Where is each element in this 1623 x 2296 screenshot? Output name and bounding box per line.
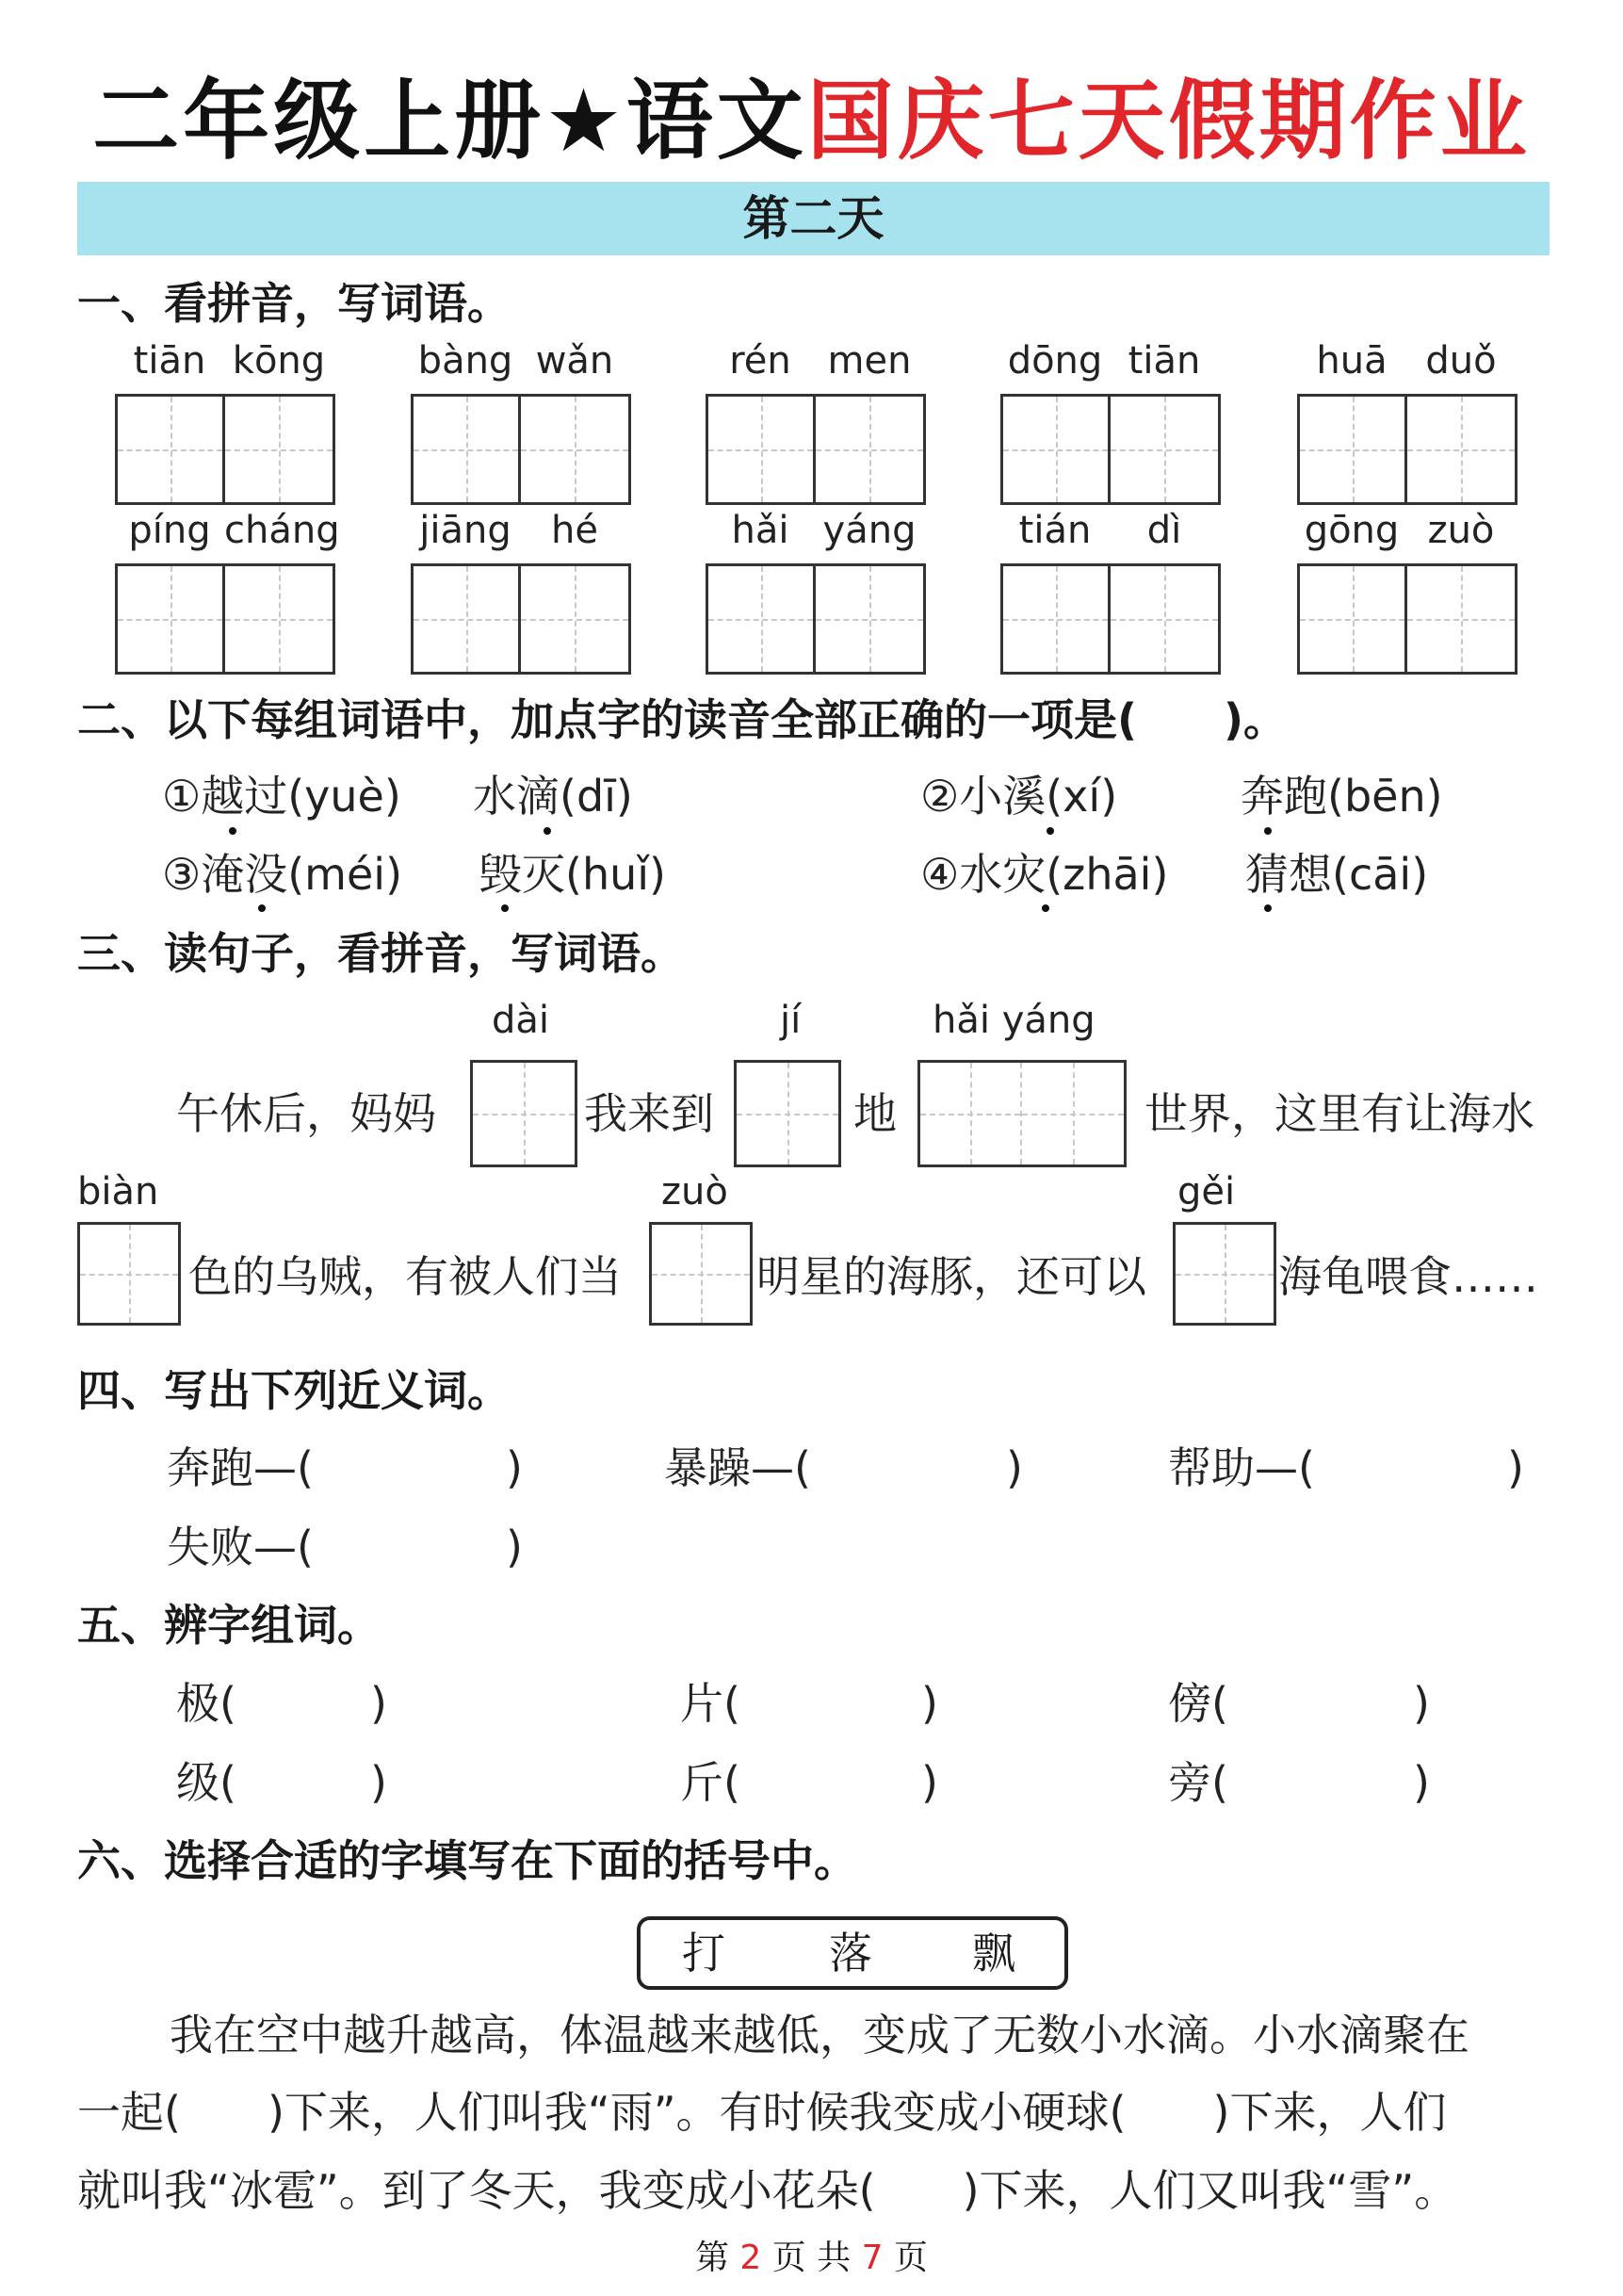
answer-box-ji[interactable] <box>734 1060 841 1167</box>
pinyin-syllable: hé <box>551 509 598 552</box>
writing-box[interactable] <box>706 394 926 505</box>
emphasis-dot <box>501 904 509 912</box>
synonym-1: 奔跑—( <box>167 1442 314 1493</box>
char-ji-2: 级( <box>176 1757 236 1808</box>
writing-cell[interactable] <box>225 566 333 672</box>
writing-cell[interactable] <box>118 566 225 672</box>
emphasis-dot <box>1047 827 1054 835</box>
synonym-2-close: ) <box>1006 1442 1023 1493</box>
pinyin-ji: jí <box>780 999 802 1042</box>
sentence-2b: 明星的海豚，还可以 <box>756 1251 1146 1302</box>
writing-cell[interactable] <box>414 397 521 502</box>
writing-box[interactable] <box>1297 563 1518 675</box>
writing-cell[interactable] <box>1003 397 1111 502</box>
choice-piao: 飘 <box>972 1928 1015 1978</box>
writing-cell[interactable] <box>708 566 816 672</box>
emphasis-dot <box>544 827 551 835</box>
sentence-2a: 色的乌贼，有被人们当 <box>188 1251 622 1302</box>
writing-cell[interactable] <box>521 397 628 502</box>
pinyin-syllable: tián <box>1018 509 1092 552</box>
pinyin-zuo: zuò <box>661 1170 728 1213</box>
pinyin-syllable: dōng <box>1007 339 1103 383</box>
emphasis-dot <box>1042 904 1049 912</box>
option-3b: 毁灭(huǐ) <box>479 849 666 900</box>
writing-box[interactable] <box>1000 563 1221 675</box>
pinyin-gei: gěi <box>1177 1170 1236 1213</box>
char-ji-1: 极( <box>176 1678 236 1729</box>
char-jin: 斤( <box>680 1757 740 1808</box>
section-1-heading: 一、看拼音，写词语。 <box>77 278 511 329</box>
writing-box[interactable] <box>115 563 335 675</box>
writing-box[interactable] <box>1000 394 1221 505</box>
answer-box-haiyang[interactable] <box>917 1060 1127 1167</box>
option-4b: 猜想(cāi) <box>1245 849 1429 900</box>
writing-box[interactable] <box>706 563 926 675</box>
passage-line-2: 一起( )下来，人们叫我“雨”。有时候我变成小硬球( )下来，人们 <box>77 2087 1447 2138</box>
char-ji-2-close: ) <box>370 1757 387 1808</box>
pinyin-syllable: kōng <box>232 339 326 383</box>
pinyin-dai: dài <box>492 999 550 1042</box>
pinyin-syllable: hǎi <box>731 509 789 552</box>
section-4-heading: 四、写出下列近义词。 <box>77 1365 511 1416</box>
synonym-4: 失败—( <box>167 1522 314 1572</box>
writing-box[interactable] <box>411 394 631 505</box>
writing-box[interactable] <box>1297 394 1518 505</box>
option-3a: ③淹没(méi) <box>162 849 403 900</box>
pinyin-syllable: huā <box>1316 339 1388 383</box>
passage-line-1: 我在空中越升越高，体温越来越低，变成了无数小水滴。小水滴聚在 <box>170 2010 1469 2060</box>
choice-da: 打 <box>682 1928 725 1978</box>
sentence-1a: 午休后，妈妈 <box>176 1088 436 1139</box>
pinyin-syllable: duǒ <box>1425 339 1497 383</box>
writing-box[interactable] <box>115 394 335 505</box>
word-choice-box <box>637 1916 1068 1990</box>
answer-box-zuo[interactable] <box>649 1222 753 1326</box>
section-3-heading: 三、读句子，看拼音，写词语。 <box>77 928 684 979</box>
emphasis-dot <box>1264 904 1272 912</box>
page-number: 2 <box>739 2239 762 2277</box>
writing-cell[interactable] <box>1300 397 1407 502</box>
total-pages: 7 <box>861 2239 884 2277</box>
synonym-3: 帮助—( <box>1168 1442 1315 1493</box>
option-4a: ④水灾(zhāi) <box>920 849 1169 900</box>
char-pang-close: ) <box>1413 1757 1430 1808</box>
writing-cell[interactable] <box>816 566 923 672</box>
emphasis-dot <box>1264 827 1272 835</box>
synonym-2: 暴躁—( <box>664 1442 811 1493</box>
writing-cell[interactable] <box>118 397 225 502</box>
footer-text: 页 <box>883 2239 929 2277</box>
option-2b: 奔跑(bēn) <box>1241 771 1443 822</box>
writing-cell[interactable] <box>414 566 521 672</box>
pinyin-syllable: cháng <box>224 509 340 552</box>
section-5-heading: 五、辨字组词。 <box>77 1600 381 1651</box>
emphasis-dot <box>229 827 236 835</box>
pinyin-syllable: tiān <box>1128 339 1201 383</box>
choice-luo: 落 <box>829 1928 872 1978</box>
day-banner: 第二天 <box>77 182 1550 255</box>
title-grade: 二年级上册★语文 <box>92 71 807 171</box>
pinyin-syllable: jiāng <box>419 509 511 552</box>
pinyin-syllable: dì <box>1146 509 1182 552</box>
writing-cell[interactable] <box>1407 397 1515 502</box>
pinyin-syllable: rén <box>729 339 791 383</box>
writing-cell[interactable] <box>1003 566 1111 672</box>
option-2a: ②小溪(xí) <box>920 771 1118 822</box>
passage-line-3: 就叫我“冰雹”。到了冬天，我变成小花朵( )下来，人们又叫我“雪”。 <box>77 2165 1458 2216</box>
sentence-2c: 海龟喂食…… <box>1278 1251 1538 1302</box>
sentence-1b: 我来到 <box>584 1088 714 1139</box>
writing-cell[interactable] <box>1111 566 1218 672</box>
page-title <box>0 70 1623 173</box>
pinyin-syllable: tiān <box>133 339 206 383</box>
char-pian: 片( <box>680 1678 740 1729</box>
synonym-3-close: ) <box>1507 1442 1524 1493</box>
writing-cell[interactable] <box>1407 566 1515 672</box>
pinyin-haiyang: hǎi yáng <box>933 999 1096 1042</box>
option-1b: 水滴(dī) <box>473 771 633 822</box>
section-6-heading: 六、选择合适的字填写在下面的括号中。 <box>77 1835 857 1886</box>
pinyin-syllable: wǎn <box>535 339 614 383</box>
writing-cell[interactable] <box>1111 397 1218 502</box>
answer-box-gei[interactable] <box>1173 1222 1276 1326</box>
char-ji-1-close: ) <box>370 1678 387 1729</box>
char-bang: 傍( <box>1168 1678 1228 1729</box>
synonym-1-close: ) <box>506 1442 523 1493</box>
page-footer <box>0 2238 1623 2279</box>
pinyin-syllable: gōng <box>1304 509 1400 552</box>
writing-cell[interactable] <box>1300 566 1407 672</box>
pinyin-syllable: yáng <box>822 509 917 552</box>
footer-text: 页 共 <box>761 2239 862 2277</box>
writing-cell[interactable] <box>521 566 628 672</box>
title-homework: 国庆七天假期作业 <box>806 71 1531 171</box>
pinyin-syllable: zuò <box>1427 509 1495 552</box>
pinyin-syllable: píng <box>128 509 211 552</box>
sentence-1c: 地 <box>853 1088 897 1139</box>
answer-box-bian[interactable] <box>77 1222 181 1326</box>
pinyin-bian: biàn <box>77 1170 159 1213</box>
synonym-4-close: ) <box>506 1522 523 1572</box>
option-1a: ①越过(yuè) <box>162 771 401 822</box>
pinyin-syllable: men <box>827 339 912 383</box>
section-2-heading: 二、以下每组词语中，加点字的读音全部正确的一项是( )。 <box>77 694 1288 745</box>
writing-cell[interactable] <box>816 397 923 502</box>
footer-text: 第 <box>694 2239 740 2277</box>
writing-cell[interactable] <box>708 397 816 502</box>
emphasis-dot <box>258 904 266 912</box>
writing-cell[interactable] <box>225 397 333 502</box>
char-jin-close: ) <box>921 1757 938 1808</box>
writing-box[interactable] <box>411 563 631 675</box>
pinyin-syllable: bàng <box>417 339 513 383</box>
char-bang-close: ) <box>1413 1678 1430 1729</box>
char-pang: 旁( <box>1168 1757 1228 1808</box>
answer-box-dai[interactable] <box>470 1060 577 1167</box>
sentence-1d: 世界，这里有让海水 <box>1144 1088 1534 1139</box>
char-pian-close: ) <box>921 1678 938 1729</box>
